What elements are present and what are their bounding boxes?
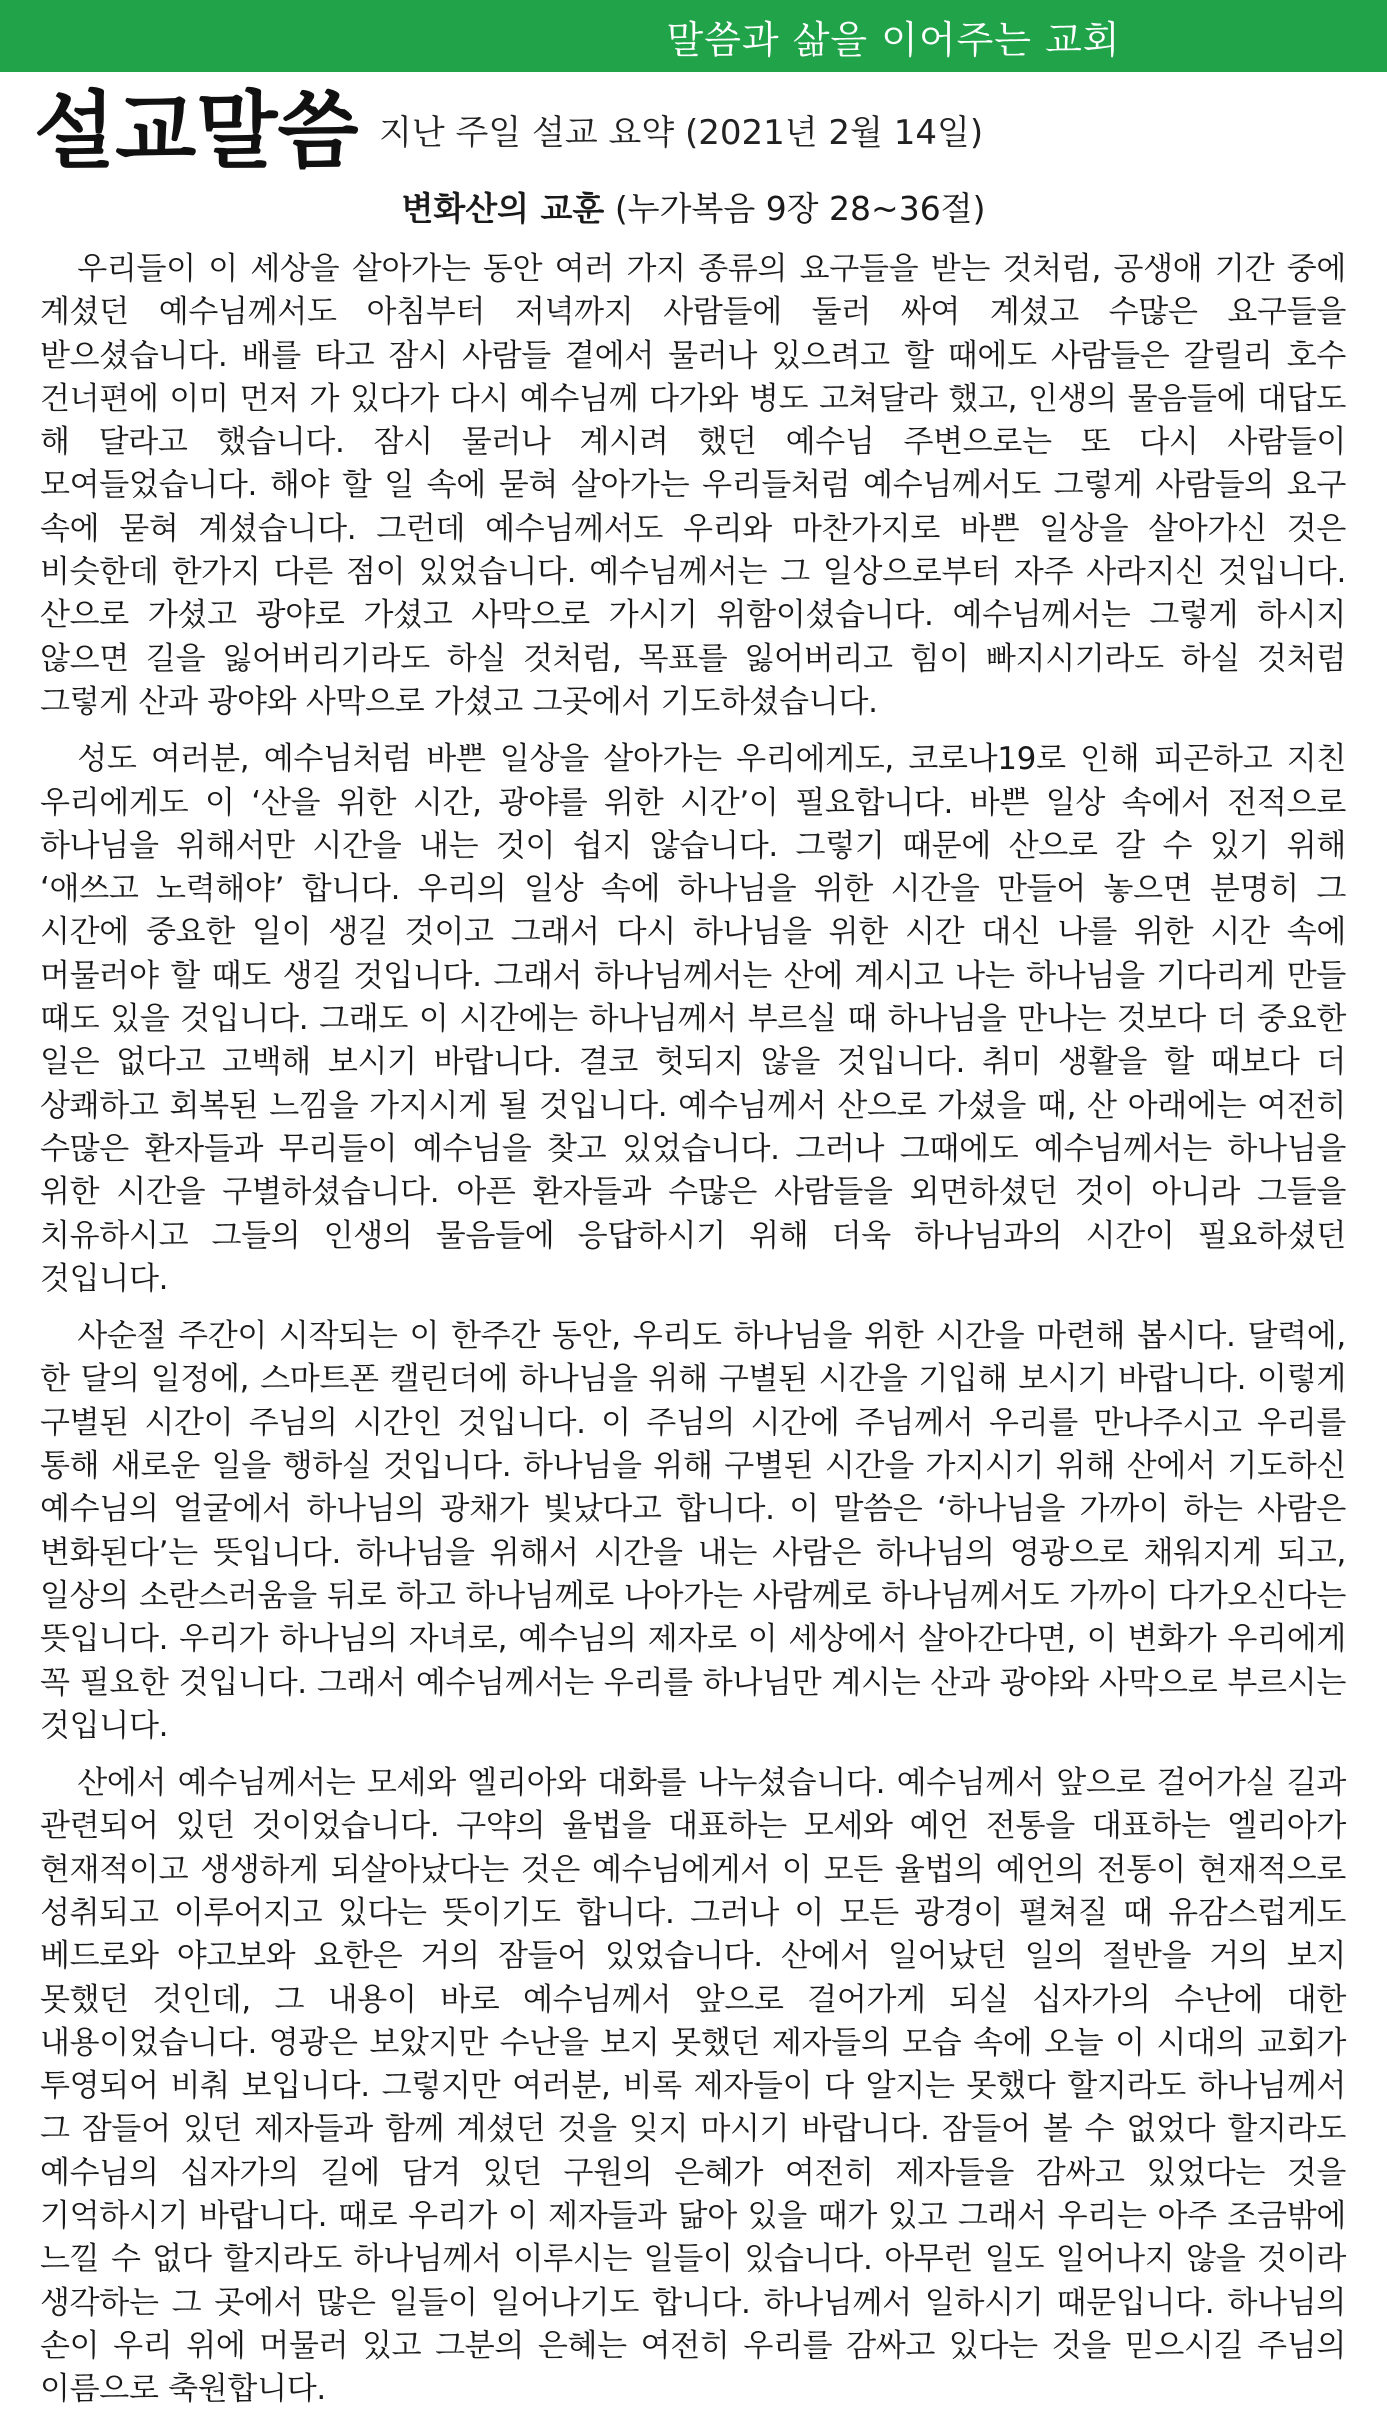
paragraph-3: 사순절 주간이 시작되는 이 한주간 동안, 우리도 하나님을 위한 시간을 마련해 봅시다. 달력에, 한 달의 일정에, 스마트폰 캘린더에 하나님을 위해 구별된 시간을 기입해 보시기 바랍니다. 이렇게 구별된 시간이 주님의 시간인 것입니다. 이 주님의 시간에 주님께서 우리를 만나주시고 우리를 통해 새로운 일을 행하실 것입니다. 하나님을 위해 구별된 시간을 가지시기 위해 산에서 기도하신 예수님의 얼굴에서 하나님의 광채가 빛났다고 합니다. 이 말씀은 ‘하나님을 가까이 하는 사람은 변화된다’는 뜻입니다. 하나님을 위해서 시간을 내는 사람은 하나님의 영광으로 채워지게 되고, 일상의 소란스러움을 뒤로 하고 하나님께로 나아가는 사람께로 하나님께서도 가까이 다가오신다는 뜻입니다. 우리가 하나님의 자녀로, 예수님의 제자로 이 세상에서 살아간다면, 이 변화가 우리에게 꼭 필요한 것입니다. 그래서 예수님께서는 우리를 하나님만 계시는 산과 광야와 사막으로 부르시는 것입니다. <box>40 1318 1346 1744</box>
sermon-title <box>0 184 1387 234</box>
paragraph-2: 성도 여러분, 예수님처럼 바쁜 일상을 살아가는 우리에게도, 코로나19로 인해 피곤하고 지친 우리에게도 이 ‘산을 위한 시간, 광야를 위한 시간’이 필요합니다. 바쁜 일상 속에서 전적으로 하나님을 위해서만 시간을 내는 것이 쉽지 않습니다. 그렇기 때문에 산으로 갈 수 있기 위해 ‘애쓰고 노력해야’ 합니다. 우리의 일상 속에 하나님을 위한 시간을 만들어 놓으면 분명히 그 시간에 중요한 일이 생길 것이고 그래서 다시 하나님을 위한 시간 대신 나를 위한 시간 속에 머물러야 할 때도 생길 것입니다. 그래서 하나님께서는 산에 계시고 나는 하나님을 기다리게 만들 때도 있을 것입니다. 그래도 이 시간에는 하나님께서 부르실 때 하나님을 만나는 것보다 더 중요한 일은 없다고 고백해 보시기 바랍니다. 결코 헛되지 않을 것입니다. 취미 생활을 할 때보다 더 상쾌하고 회복된 느낌을 가지시게 될 것입니다. 예수님께서 산으로 가셨을 때, 산 아래에는 여전히 수많은 환자들과 무리들이 예수님을 찾고 있었습니다. 그러나 그때에도 예수님께서는 하나님을 위한 시간을 구별하셨습니다. 아픈 환자들과 수많은 사람들을 외면하셨던 것이 아니라 그들을 치유하시고 그들의 인생의 물음들에 응답하시기 위해 더욱 하나님과의 시간이 필요하셨던 것입니다. <box>40 741 1346 1297</box>
top-banner <box>0 0 1387 72</box>
paragraph-4: 산에서 예수님께서는 모세와 엘리아와 대화를 나누셨습니다. 예수님께서 앞으로 걸어가실 길과 관련되어 있던 것이었습니다. 구약의 율법을 대표하는 모세와 예언 전통을 대표하는 엘리아가 현재적이고 생생하게 되살아났다는 것은 예수님에게서 이 모든 율법의 예언의 전통이 현재적으로 성취되고 이루어지고 있다는 뜻이기도 합니다. 그러나 이 모든 광경이 펼쳐질 때 유감스럽게도 베드로와 야고보와 요한은 거의 잠들어 있었습니다. 산에서 일어났던 일의 절반을 거의 보지 못했던 것인데, 그 내용이 바로 예수님께서 앞으로 걸어가게 되실 십자가의 수난에 대한 내용이었습니다. 영광은 보았지만 수난을 보지 못했던 제자들의 모습 속에 오늘 이 시대의 교회가 투영되어 비춰 보입니다. 그렇지만 여러분, 비록 제자들이 다 알지는 못했다 할지라도 하나님께서 그 잠들어 있던 제자들과 함께 계셨던 것을 잊지 마시기 바랍니다. 잠들어 볼 수 없었다 할지라도 예수님의 십자가의 길에 담겨 있던 구원의 은혜가 여전히 제자들을 감싸고 있었다는 것을 기억하시기 바랍니다. 때로 우리가 이 제자들과 닮아 있을 때가 있고 그래서 우리는 아주 조금밖에 느낄 수 없다 할지라도 하나님께서 이루시는 일들이 있습니다. 아무런 일도 일어나지 않을 것이라 생각하는 그 곳에서 많은 일들이 일어나기도 합니다. 하나님께서 일하시기 때문입니다. 하나님의 손이 우리 위에 머물러 있고 그분의 은혜는 여전히 우리를 감싸고 있다는 것을 믿으시길 주님의 이름으로 축원합니다. <box>40 1765 1346 2408</box>
sermon-body <box>40 248 1346 2426</box>
page-subtitle: 지난 주일 설교 요약 (2021년 2월 14일) <box>379 113 984 153</box>
sermon-scripture-ref: (누가복음 9장 28~36절) <box>614 189 986 228</box>
page-title: 설교말씀 <box>34 81 359 180</box>
banner-text: 말씀과 삶을 이어주는 교회 <box>666 17 1121 62</box>
sermon-title-main: 변화산의 교훈 <box>401 189 605 228</box>
paragraph-1: 우리들이 이 세상을 살아가는 동안 여러 가지 종류의 요구들을 받는 것처럼, 공생애 기간 중에 계셨던 예수님께서도 아침부터 저녁까지 사람들에 둘러 싸여 계셨고 수많은 요구들을 받으셨습니다. 배를 타고 잠시 사람들 곁에서 물러나 있으려고 할 때에도 사람들은 갈릴리 호수 건너편에 이미 먼저 가 있다가 다시 예수님께 다가와 병도 고쳐달라 했고, 인생의 물음들에 대답도 해 달라고 했습니다. 잠시 물러나 계시려 했던 예수님 주변으로는 또 다시 사람들이 모여들었습니다. 해야 할 일 속에 묻혀 살아가는 우리들처럼 예수님께서도 그렇게 사람들의 요구 속에 묻혀 계셨습니다. 그런데 예수님께서도 우리와 마찬가지로 바쁜 일상을 살아가신 것은 비슷한데 한가지 다른 점이 있었습니다. 예수님께서는 그 일상으로부터 자주 사라지신 것입니다. 산으로 가셨고 광야로 가셨고 사막으로 가시기 위함이셨습니다. 예수님께서는 그렇게 하시지 않으면 길을 잃어버리기라도 하실 것처럼, 목표를 잃어버리고 힘이 빠지시기라도 하실 것처럼 그렇게 산과 광야와 사막으로 가셨고 그곳에서 기도하셨습니다. <box>40 251 1346 720</box>
page-header <box>34 76 1364 186</box>
